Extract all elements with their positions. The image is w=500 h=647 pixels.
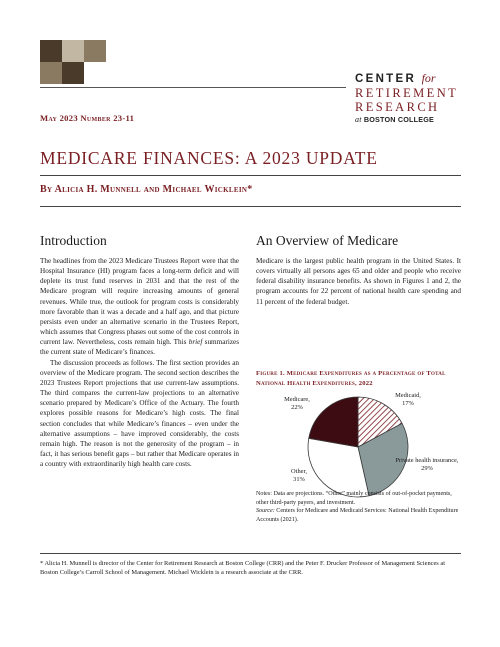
header-square [62, 40, 84, 62]
intro-body [40, 256, 239, 469]
logo-retirement-text: RETIREMENT [355, 86, 459, 100]
figure-notes [256, 490, 461, 524]
footnote-rule [40, 553, 461, 554]
header-rule [40, 87, 346, 88]
overview-paragraph-1: Medicare is the largest public health program in the United States. It covers virtually all persons ages 65 and older and people who receive federal disability insurance benefits. As shown in Figures 1 and 2, the program accounts for 22 percent of national health care spending and 11 percent of the federal budget. [256, 257, 461, 306]
page-title: MEDICARE FINANCES: A 2023 UPDATE [40, 148, 378, 168]
author-footnote: * Alicia H. Munnell is director of the Center for Retirement Research at Boston College (CRR) and the Peter F. Drucker Professor of Management Sciences at Boston College’s Carroll School of Management. Michael Wicklein is a research associate at the CRR. [40, 560, 446, 576]
pie-label-other: Other, 31% [291, 468, 307, 483]
crr-logo [355, 71, 461, 124]
logo-for-text: for [421, 71, 436, 85]
figure-caption: Figure 1. Medicare Expenditures as a Percentage of Total National Health Expenditures, 2022 [256, 370, 446, 387]
logo-research-text: RESEARCH [355, 100, 440, 114]
authors-line: By Alicia H. Munnell and Michael Wicklein* [40, 184, 253, 195]
header-square [40, 40, 62, 62]
notes-line: Notes: Data are projections. “Other” mainly consists of out-of-pocket payments, other third-party payers, and investment. [256, 491, 452, 506]
intro-paragraph-1: The headlines from the 2023 Medicare Trustees Report were that the Hospital Insurance (HI) program faces a long-term deficit and will deplete its trust fund reserves in 2031 and that the rest of the Medicare program will require increasing amounts of general revenues. While true, the outlook for program costs is considerably more favorable than it was a decade and a half ago, and that picture persists even under an alternative scenario in the Trustees Report, which assumes that Congress phases out some of the cost controls in current law. Nevertheless, costs remain high. This brief summarizes the current state of Medicare’s finances. [40, 257, 239, 357]
authors-rule [40, 206, 461, 207]
header-square [84, 40, 106, 62]
logo-center-text: CENTER [355, 73, 417, 85]
overview-body [256, 256, 461, 307]
header-square [40, 62, 62, 84]
title-rule [40, 175, 461, 176]
pie-label-medicaid: Medicaid, 17% [395, 392, 421, 407]
source-line: Source: Centers for Medicare and Medicaid Services: National Health Expenditure Accounts (2021). [256, 508, 459, 523]
header-square [62, 62, 84, 84]
issue-line: May 2023 Number 23-11 [40, 113, 135, 123]
pie-label-medicare: Medicare, 22% [284, 396, 310, 411]
intro-heading: Introduction [40, 233, 107, 248]
overview-heading: An Overview of Medicare [256, 233, 399, 248]
logo-at-text: at [355, 115, 362, 124]
logo-bc-text: BOSTON COLLEGE [363, 115, 434, 124]
intro-paragraph-2: The discussion proceeds as follows. The first section provides an overview of the Medicare program. The second section describes the 2023 Trustees Report projections that use current-law assumptions. The third compares the current-law projections to an alternative scenario prepared by Medicare’s Office of the Actuary. The fourth explores possible reasons for Medicare’s high costs. The final section concludes that while Medicare’s finances – even under the alternative assumptions – have improved considerably, the costs remain high. The reason is not the generosity of the program – in fact, it has serious benefit gaps – but rather that Medicare operates in a country with extraordinarily high health care costs. [40, 358, 239, 469]
pie-label-private: Private health insurance, 29% [395, 457, 459, 472]
